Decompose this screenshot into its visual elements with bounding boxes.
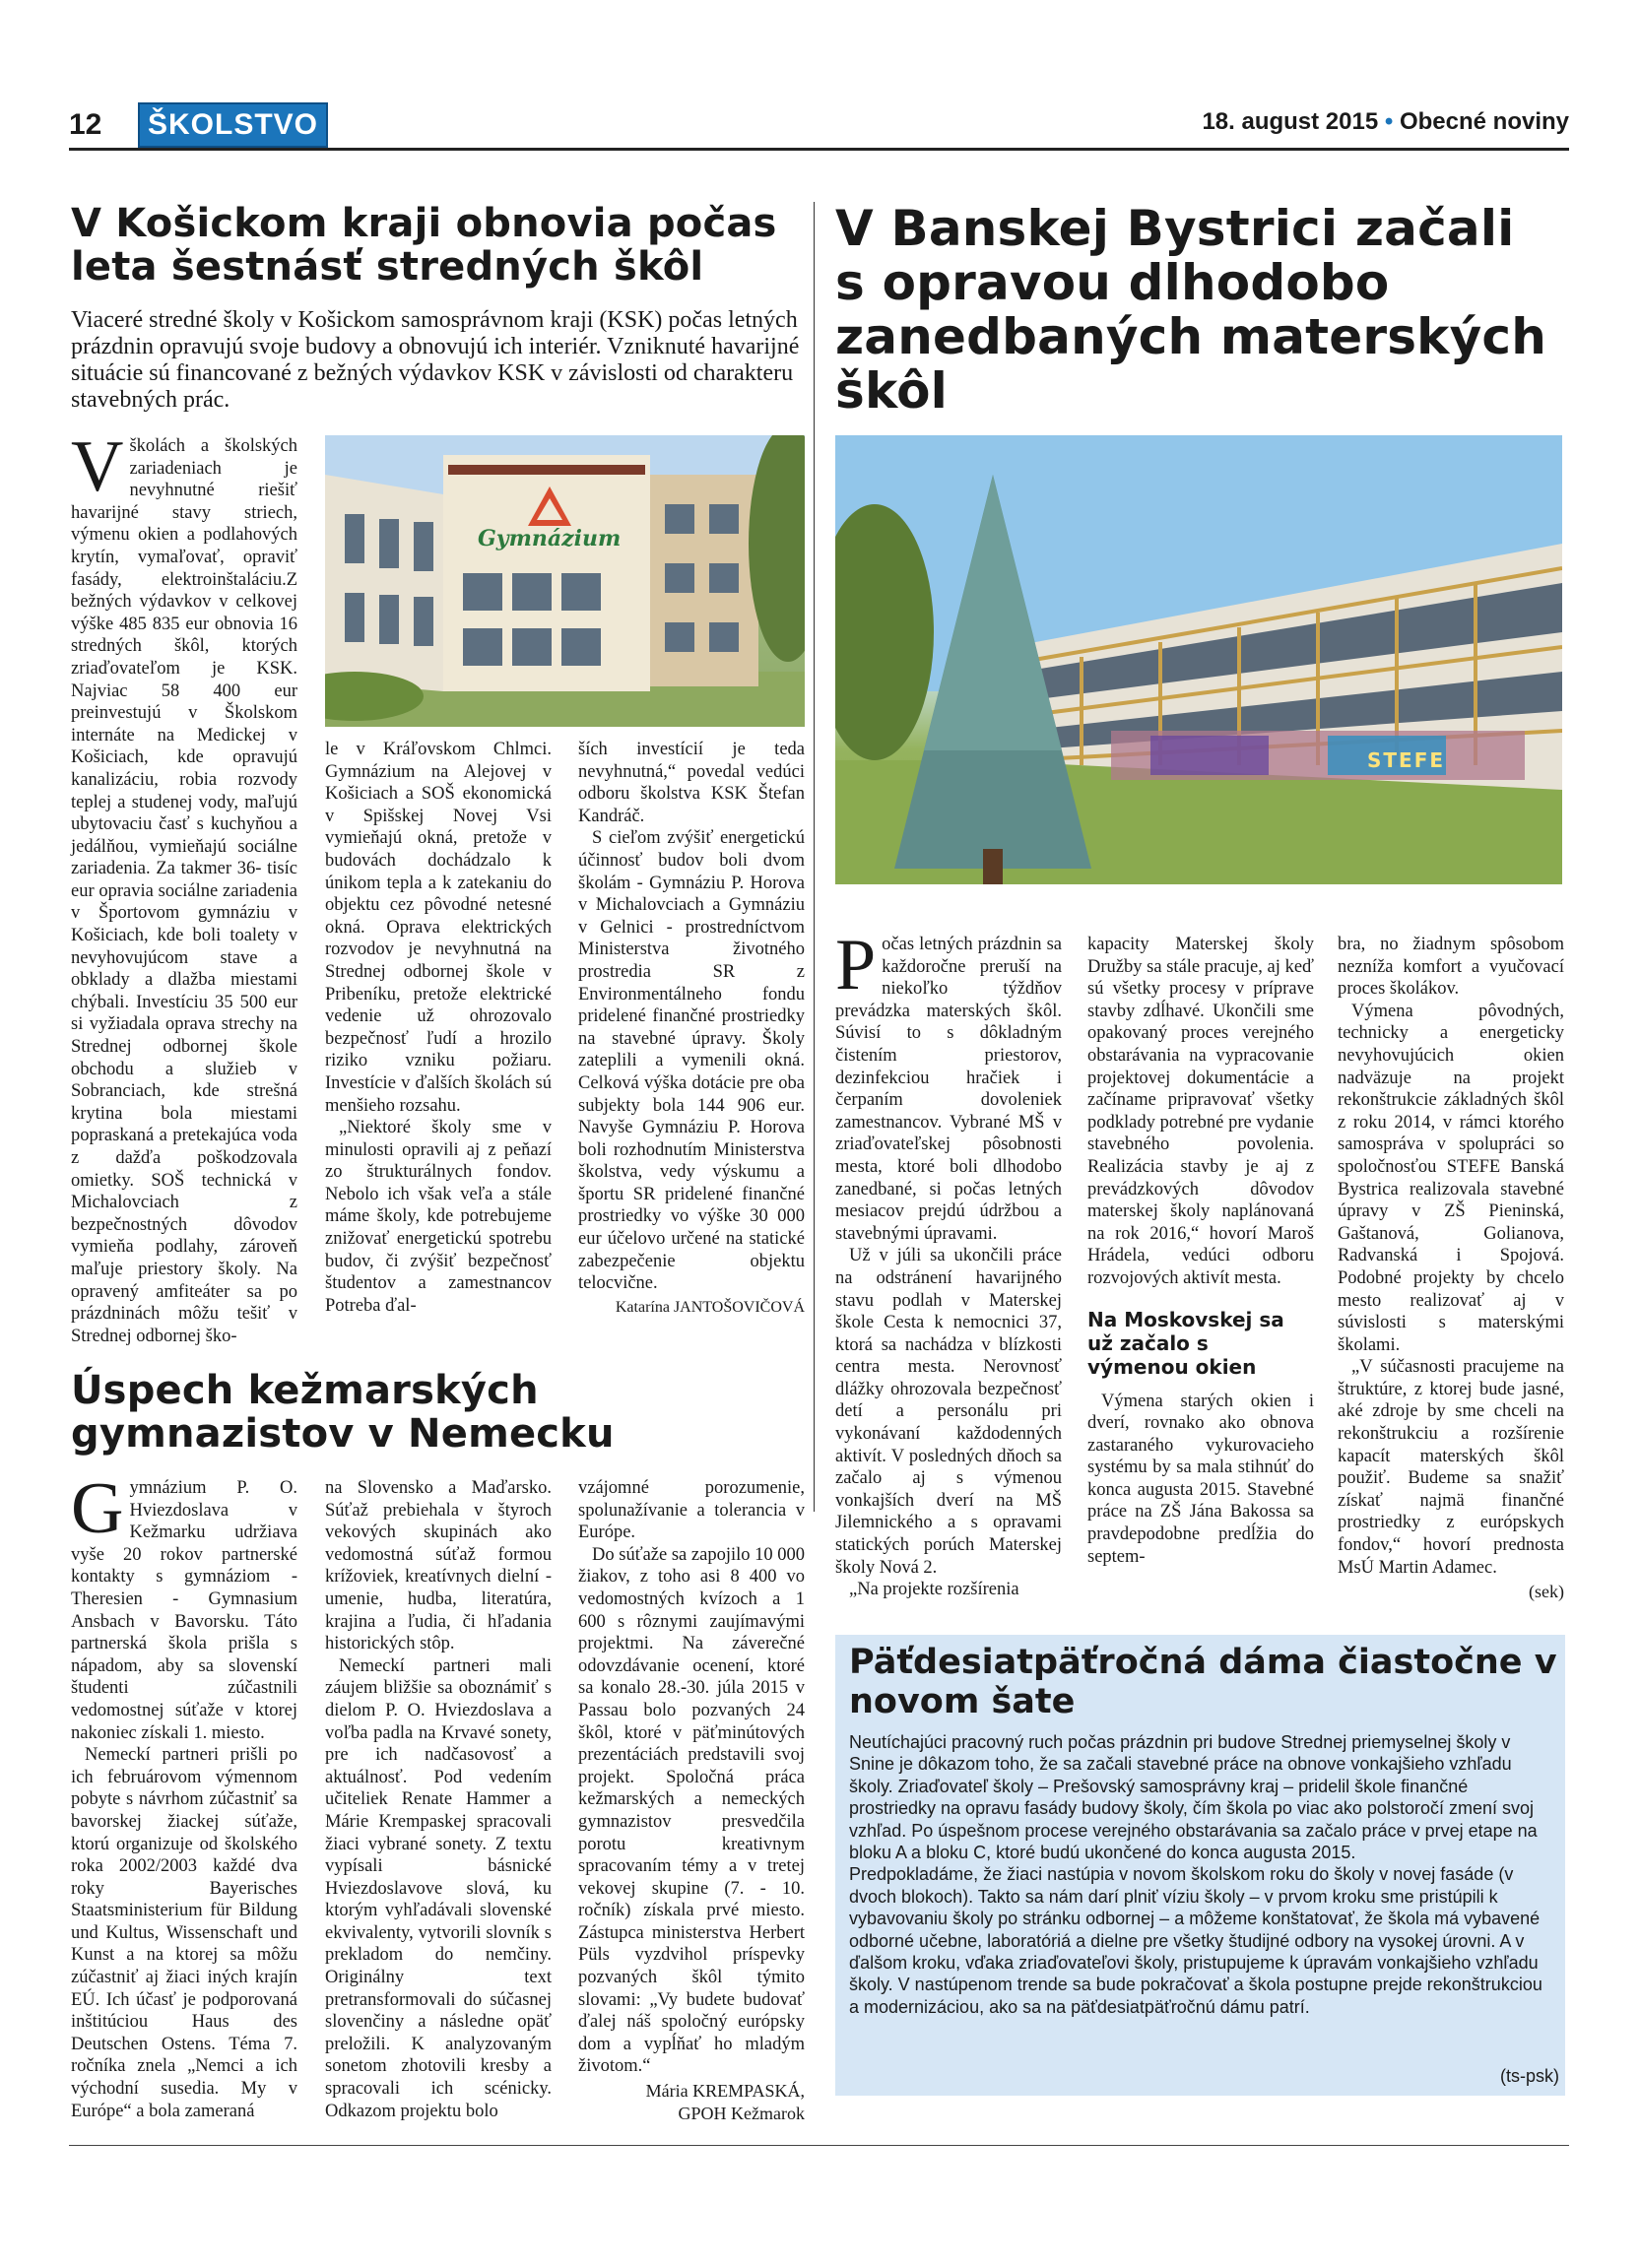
article3-subhead: Na Moskovskej sa už začalo s výmenou okien xyxy=(1087,1307,1284,1379)
gymnasium-sign: Gymnázium xyxy=(478,526,622,551)
article1-signature: Katarína JANTOŠOVIČOVÁ xyxy=(615,1298,805,1316)
section-tag: ŠKOLSTVO xyxy=(138,102,328,148)
kindergarten-photo xyxy=(835,435,1562,884)
article2-column-2: na Slovensko a Maďarsko. Súťaž prebiehala v štyroch vekových skupinách ako vedomostná súťaž formou krížoviek, kreatívnych dielní - umenie, hudba, literatúra, krajina a ľudia, či hľadania historických stôp. Nemeckí partneri mali záujem bližšie sa oboznámiť s dielom P. O. Hviezdoslava a voľba padla na Krvavé sonety, pre ich nadčasovosť a aktuálnosť. Pod vedením učiteliek Renate Hammer a Márie Krempaskej spracovali žiaci vybrané sonety. Z textu vypísali básnické Hviezdoslavove slová, ku ktorým vyhľadávali slovenské ekvivalenty, vytvorili slovník s prekladom do nemčiny. Originálny text pretransformovali do súčasnej slovenčiny a následne opäť preložili. K analyzovaným sonetom zhotovili kresby a spracovali ich scénicky. Odkazom projektu bolo xyxy=(325,1478,552,2121)
article3-column-2: kapacity Materskej školy Družby sa stále pracuje, aj keď sú všetky procesy v príprave stavby zdĺhavé. Ukončili sme opakovaný proces verejného obstarávania na vypracovanie projektovej dokumentácie a začíname pripravovať všetky podklady potrebné pre vydanie stavebného povolenia. Realizácia stavby je aj z prevádzkových dôvodov materskej školy naplánovaná na rok 2016,“ hovorí Maroš Hrádela, vedúci odboru rozvojových aktivít mesta. Na Moskovskej sa už začalo s výmenou okien Výmena starých okien i dverí, rovnako ako obnova zastaraného vykurovacieho systému by sa mala stihnúť do konca augusta 2015. Stavebné práce na ZŠ Jána Bakossa sa pravdepodobne predĺžia do septem- xyxy=(1087,935,1314,1567)
article4-title: Päťdesiatpäťročná dáma čiastočne v novom šate xyxy=(849,1643,1557,1721)
article2-column-3: vzájomné porozumenie, spolunažívanie a tolerancia v Európe. Do súťaže sa zapojilo 10 000 žiakov, z toho asi 8 400 vo vedomostných kvízoch a 1 600 s rôznymi zaujímavými projektmi. Na záverečné odovzdávanie ocenení, ktoré sa konalo 28.-30. júla 2015 v Passau bolo pozvaných 24 škôl, ktoré v päťminútových prezentáciách predstavili svoj projekt. Spoločná práca kežmarských a nemeckých gymnazistov presvedčila porotu kreativnym spracovaním témy a v tretej vekovej skupine (7. - 10. ročník) získala prvé miesto. Zástupca ministerstva Herbert Püls vyzdvihol príspevky pozvaných škôl týmito slovami: „Vy budete budovať ďalej náš spoločný európsky dom a vypĺňať ho mladým životom.“ Mária KREMPASKÁ, GPOH Kežmarok xyxy=(578,1478,805,2123)
article1-column-1 xyxy=(71,426,297,1347)
kindergarten-scaffolding-illustration xyxy=(835,435,1562,884)
article2-column-1: Gymnázium P. O. Hviezdoslava v Kežmarku udržiava vyše 20 rokov partnerské kontakty s gymnáziom - Theresien - Gymnasium Ansbach v Bavorsku. Táto partnerská škola prišla s nápadom, aby sa slovenskí študenti zúčastnili vedomostnej súťaže v ktorej nakoniec získali 1. miesto. Nemeckí partneri prišli po ich februárovom výmennom pobyte s návrhom zúčastniť sa bavorskej žiackej súťaže, ktorú organizuje od školského roka 2002/2003 každé dva roky Bayerisches Staatsministerium für Bildung und Kultus, Wissenschaft und Kunst a na ktorej sa môžu zúčastniť aj žiaci iných krajín EÚ. Ich účasť je podporovaná inštitúciou Haus des Deutschen Ostens. Téma 7. ročníka znela „Nemci a ich východní susedia. My v Európe“ a bola zameraná xyxy=(71,1468,297,2121)
article2-signature-org: GPOH Kežmarok xyxy=(678,2103,805,2123)
article1-dropcap: V xyxy=(71,426,124,507)
article3-title: V Banskej Bystrici začali s opravou dlhodobo zanedbaných materských škôl xyxy=(835,200,1547,420)
article1-title: V Košickom kraji obnovia počas leta šestnásť stredných škôl xyxy=(71,201,777,290)
article3-column-1: Počas letných prázdnin sa každoročne preruší na niekoľko týždňov prevádzka materských škôl. Súvisí to s dôkladným čistením priestorov, dezinfekciou hračiek i čerpaním dovoleniek zamestnancov. Vybrané MŠ v zriaďovateľskej pôsobnosti mesta, ktoré boli dlhodobo zanedbané, si počas letných mesiacov prejdú údržbou a stavebnými úpravami. Už v júli sa ukončili práce na odstránení havarijného stavu podlah v Materskej škole Cesta k nemocnici 37, ktorá sa nachádza v blízkosti centra mesta. Nerovnosť dlážky ohrozovala bezpečnosť detí a personálu pri vykonávaní každodenných aktivít. V posledných dňoch sa začalo aj s výmenou vonkajších dverí na MŠ Jilemnického a s opravami statických porúch Materskej školy Nová 2. „Na projekte rozšírenia xyxy=(835,925,1062,1600)
gymnasium-building-illustration xyxy=(325,435,805,727)
header-rule xyxy=(69,148,1569,151)
article3-signature: (sek) xyxy=(1529,1582,1564,1602)
page-number: 12 xyxy=(69,108,102,141)
gymnasium-photo xyxy=(325,435,805,727)
article4-signature: (ts-psk) xyxy=(1500,2066,1559,2086)
dateline xyxy=(1202,108,1569,136)
article4-body: Neutíchajúci pracovný ruch počas prázdnin pri budove Strednej priemyselnej školy v Snine je dôkazom toho, že sa začali stavebné práce na obnove vonkajšieho vzhľadu školy. Zriaďovateľ školy – Prešovský samosprávny kraj – pridelil škole finančné prostriedky na opravu fasády budovy školy, čím škola po viac ako polstoročí zmení svoj vzhľad. Po úspešnom procese verejného obstarávania sa začalo práce v prvej etape na bloku A a bloku C, ktoré budú ukončené do konca augusta 2015. Predpokladáme, že žiaci nastúpia v novom školskom roku do školy v novej fasáde (v dvoch blokoch). Takto sa nám darí plniť víziu školy – v prvom kroku sme pristúpili k vybavovaniu školy po stránku odbornej – a môžeme konštatovať, že škola má vybavené odborné učebne, laboratóriá a dielne pre všetky študijné odbory na vysokej úrovni. A v ďalšom kroku, vďaka zriaďovateľovi školy, pristupujeme k úpravám vonkajšieho vzhľadu školy. V nastúpenom trende sa bude pokračovať a škola postupne prejde rekonštrukciou a modernizáciou, ako sa na päťdesiatpäťročnú dámu patrí. xyxy=(849,1732,1542,2017)
article1-column-2: le v Kráľovskom Chlmci. Gymnázium na Alejovej v Košiciach a SOŠ ekonomická v Spišskej Novej Vsi vymieňajú okná, pretože v budovách dochádzalo k únikom tepla a k zatekaniu do objektu cez pôvodné netesné okná. Oprava elektrických rozvodov je nevyhnutná na Strednej odbornej škole v Pribeníku, pretože elektrické vedenie už ohrozovalo bezpečnosť ľudí a hrozilo riziko vzniku požiaru. Investície v ďalších školách sú menšieho rozsahu. „Niektoré školy sme v minulosti opravili aj z peňazí zo štrukturálnych fondov. Nebolo ich však veľa a stále máme školy, kde potrebujeme znižovať energetickú spotrebu budov, či zvýšiť bezpečnosť študentov a zamestnancov Potreba ďal- xyxy=(325,740,552,1316)
article2-dropcap: G xyxy=(71,1468,124,1549)
publication-name: Obecné noviny xyxy=(1399,108,1569,135)
article1-paragraph: Vškolách a školských zariadeniach je nevyhnutné riešiť havarijné stavy striech, výmenu okien a podlahových krytín, vymaľovať, opraviť fasády, elektroinštaláciu.Z bežných výdavkov v celkovej výške 485 835 eur obnovia 16 stredných škôl, ktorých zriaďovateľom je KSK. Najviac 58 400 eur preinvestujú v Školskom internáte na Medickej v Košiciach, kde opravujú kanalizáciu, robia rozvody teplej a studenej vody, maľujú ubytovaciu časť s kuchyňou a jedálňou, vymieňajú sociálne zariadenia. Za takmer 36- tisíc eur opravia sociálne zariadenia v Športovom gymnáziu v Košiciach, kde boli toalety v nevyhovujúcom stave a obklady a dlažba miestami chýbali. Investíciu 35 500 eur si vyžiadala oprava strechy na Strednej odbornej škole obchodu a služieb v Sobranciach, kde strešná krytina bola miestami popraskaná a pretekajúca voda z dažďa poškodzovala omietky. SOŠ technická v Michalovciach z bezpečnostných dôvodov vymieňa podlahy, zároveň maľuje priestory školy. Na opravený amfiteáter sa po prázdninách môžu tešiť v Strednej odbornej ško- xyxy=(71,426,297,1346)
article2-signature-name: Mária KREMPASKÁ, xyxy=(645,2081,805,2102)
column-divider xyxy=(814,202,815,1512)
article3-dropcap: P xyxy=(835,925,877,1005)
footer-rule xyxy=(69,2145,1569,2146)
article2-title: Úspech kežmarských gymnazistov v Nemecku xyxy=(71,1368,615,1457)
article1-column-3: ších investícií je teda nevyhnutná,“ povedal vedúci odboru školstva KSK Štefan Kandráč. S cieľom zvýšiť energetickú účinnosť budov boli dvom školám - Gymnáziu P. Horova v Michalovciach a Gymnáziu v Gelnici - prostredníctvom Ministerstva životného prostredia SR z Environmentálneho fondu pridelené finančné prostriedky na stavebné úpravy. Školy zateplili a vymenili okná. Celková výška dotácie pre oba subjekty bola 144 906 eur. Navyše Gymnáziu P. Horova boli rozhodnutím Ministerstva školstva, vedy výskumu a športu SR pridelené finančné prostriedky vo výške 30 000 eur účelovo určené na statické zabezpečenie objektu telocvične. Katarína JANTOŠOVIČOVÁ xyxy=(578,739,805,1319)
separator-dot: • xyxy=(1384,108,1394,135)
article1-lede: Viaceré stredné školy v Košickom samosprávnom kraji (KSK) počas letných prázdnin opravujú svoje budovy a obnovujú ich interiér. Vzniknuté havarijné situácie sú financované z bežných výdavkov KSK v závislosti od charakteru stavebných prác. xyxy=(71,307,800,413)
article3-column-3: bra, no žiadnym spôsobom nezníža komfort a vyučovací proces školákov. Výmena pôvodných, technicky a energeticky nevyhovujúcich okien nadväzuje na projekt rekonštrukcie základných škôl z roku 2014, v rámci ktorého samospráva v spolupráci so spoločnosťou STEFE Banská Bystrica realizovala stavebné úpravy v ZŠ Pieninská, Gaštanová, Golianova, Radvanská i Spojová. Podobné projekty by chcelo mesto realizovať aj v súvislosti s materskými školami. „V súčasnosti pracujeme na štruktúre, z ktorej bude jasné, aké zdroje by sme chceli na rekonštrukciu a rozšírenie kapacít materských škôl použiť. Budeme sa snažiť získať najmä finančné prostriedky z európskych fondov,“ hovorí prednosta MsÚ Martin Adamec. (sek) xyxy=(1338,935,1564,1602)
issue-date: 18. august 2015 xyxy=(1202,108,1379,135)
graffiti-text: STEFE xyxy=(1367,748,1446,772)
